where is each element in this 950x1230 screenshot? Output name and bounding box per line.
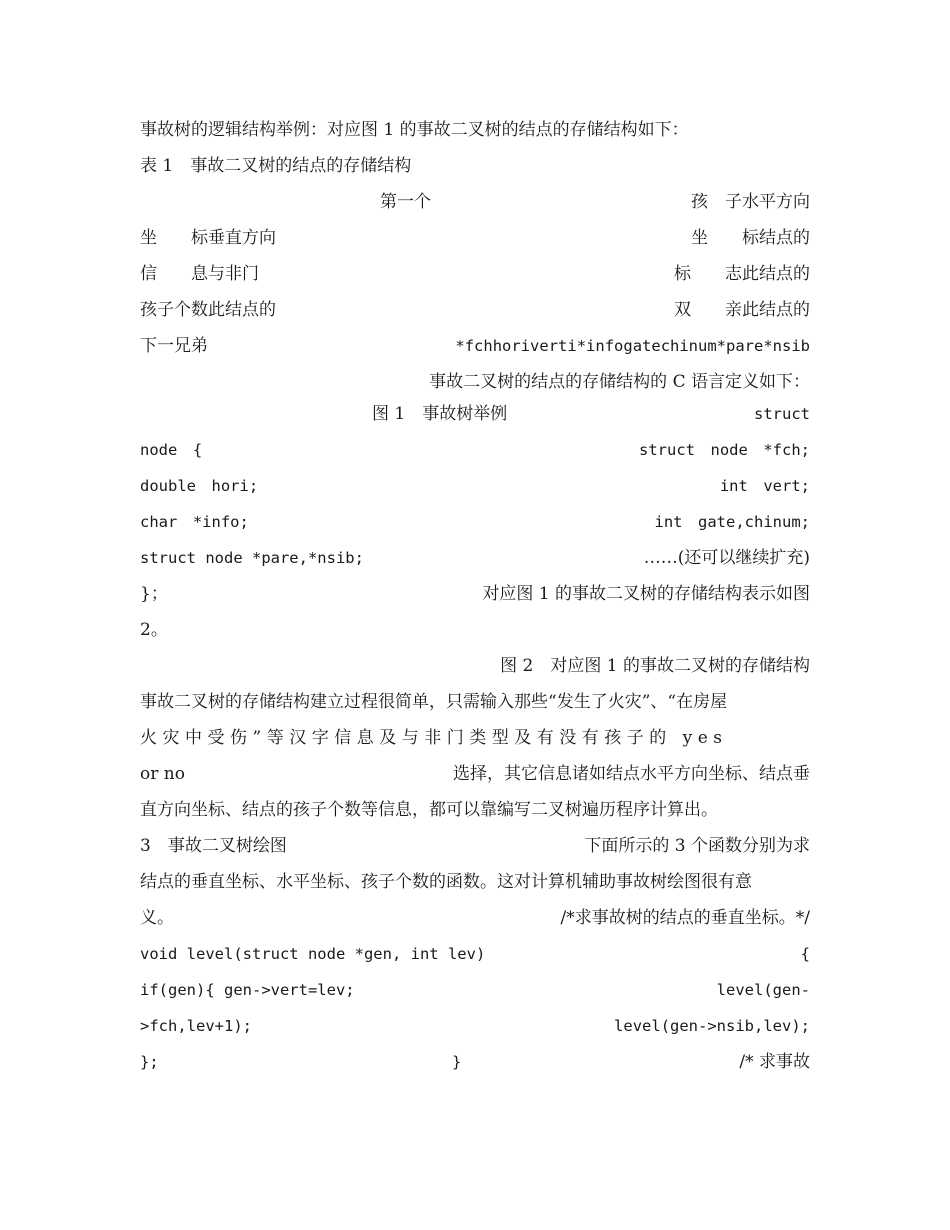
table-text-mid: 第一个 [380,192,431,212]
code-text: node { [140,441,203,459]
text-line [140,296,810,324]
table-text-right: 孩 子水平方向 [691,192,810,212]
body-text: 对应图 1 的事故二叉树的存储结构表示如图 [482,584,810,604]
text-line [140,1012,810,1040]
code-text: } [452,1053,462,1071]
code-text: int gate,chinum; [654,513,810,531]
body-text: 2。 [140,620,168,640]
table-text-left: 信 息与非门 [140,264,259,284]
code-text: struct node *fch; [639,441,810,459]
text-line [140,436,810,464]
code-text: level(gen- [716,981,810,999]
body-text: 直方向坐标、结点的孩子个数等信息，都可以靠编写二叉树遍历程序计算出。 [140,800,718,820]
text-line [140,400,810,428]
field-names: *fchhoriverti*infogatechinum*pare*nsib [455,337,810,355]
text-line [140,152,810,180]
code-text: struct node *pare,*nsib; [140,549,364,567]
code-text: char *info; [140,513,249,531]
c-definition-heading: 事故二叉树的结点的存储结构的 C 语言定义如下： [429,372,810,392]
code-comment: ……(还可以继续扩充) [643,548,810,568]
text-line [140,116,810,144]
code-comment: /*求事故树的结点的垂直坐标。*/ [560,908,810,928]
text-line [140,508,810,536]
figure-caption: 图 2 对应图 1 的事故二叉树的存储结构 [500,656,810,676]
code-comment: /* 求事故 [739,1052,810,1072]
code-text: }； [140,584,168,604]
table-text-right: 坐 标结点的 [691,228,810,248]
code-text: }; [140,1053,159,1071]
text-line [140,260,810,288]
table-caption: 表 1 事故二叉树的结点的存储结构 [140,156,412,176]
table-text-left: 下一兄弟 [140,336,208,356]
table-text-right: 双 亲此结点的 [674,300,810,320]
code-text: int vert; [719,477,810,495]
body-text: 事故二叉树的存储结构建立过程很简单，只需输入那些“发生了火灾”、“在房屋 [140,692,728,712]
text-line [140,580,810,608]
text-line [140,224,810,252]
text-line [140,724,810,752]
text-line [140,760,810,788]
text-line [140,1048,810,1076]
body-text: 结点的垂直坐标、水平坐标、孩子个数的函数。这对计算机辅助事故树绘图很有意 [140,872,752,892]
text-line [140,940,810,968]
text-line [140,332,810,360]
code-text: { [800,945,810,963]
text-line [140,544,810,572]
code-text: struct [754,405,810,423]
body-text: 下面所示的 3 个函数分别为求 [584,836,810,856]
body-text: 火灾中受伤”等汉字信息及与非门类型及有没有孩子的 yes [140,728,728,748]
text-line [140,368,810,396]
code-text: >fch,lev+1); [140,1017,252,1035]
figure-caption: 图 1 事故树举例 [372,404,508,424]
section-heading: 3 事故二叉树绘图 [140,836,287,856]
intro-line: 事故树的逻辑结构举例：对应图 1 的事故二叉树的结点的存储结构如下： [140,120,689,140]
code-text: double hori; [140,477,259,495]
text-line [140,868,810,896]
table-text-left: 孩子个数此结点的 [140,300,276,320]
text-line [140,796,810,824]
code-text: void level(struct node *gen, int lev) [140,945,486,963]
text-line [140,904,810,932]
code-text: level(gen->nsib,lev); [614,1017,810,1035]
code-text: if(gen){ gen->vert=lev; [140,981,355,999]
table-text-left: 坐 标垂直方向 [140,228,276,248]
table-text-right: 标 志此结点的 [674,264,810,284]
text-line [140,652,810,680]
text-line [140,472,810,500]
text-line [140,616,810,644]
text-line [140,688,810,716]
text-line [140,976,810,1004]
text-line [140,832,810,860]
body-text: 义。 [140,908,174,928]
body-text: or no [140,764,185,784]
body-text: 选择，其它信息诸如结点水平方向坐标、结点垂 [453,764,810,784]
text-line [140,188,810,216]
